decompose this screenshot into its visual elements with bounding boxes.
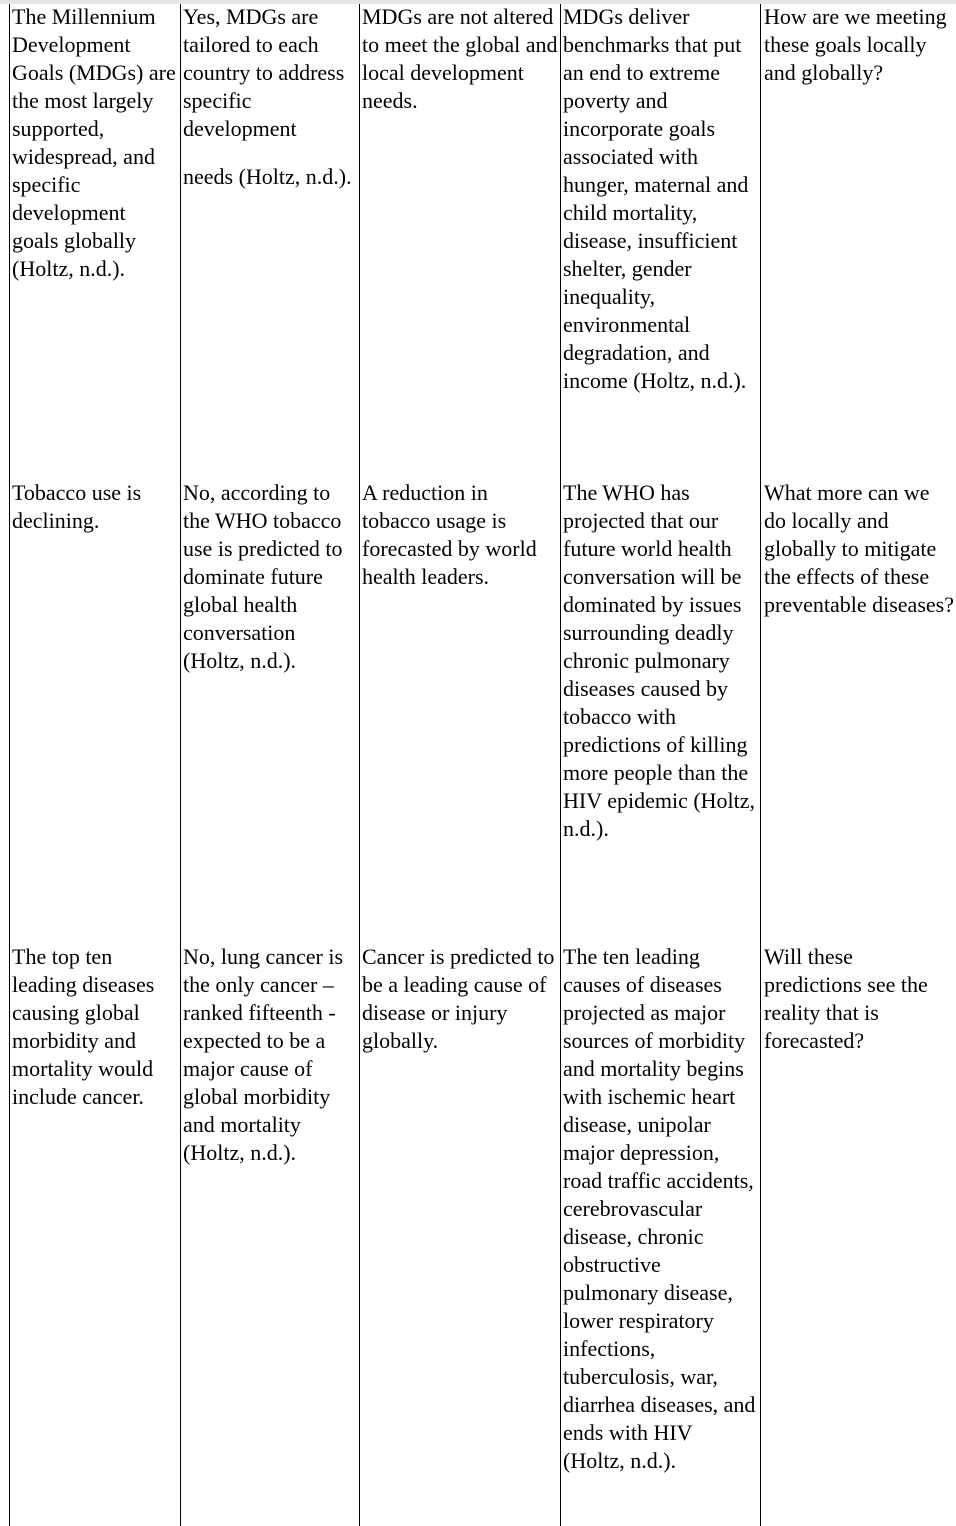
table-border-left [9,4,10,1526]
table-cell-r3-c3 [362,943,558,1055]
table-cell-r3-c4 [563,943,758,1475]
cell-text: The WHO has projected that our future world health conversation will be dominated by issues surrounding deadly chronic pulmonary diseases caused by tobacco with predictions of killing more people than the HIV epidemic (Holtz, n.d.). [563,480,756,841]
table-cell-r2-c2 [183,479,357,675]
cell-text: Cancer is predicted to be a leading cause of disease or injury globally. [362,944,555,1053]
cell-text: Tobacco use is declining. [12,480,142,533]
table-cell-r3-c1 [12,943,177,1111]
table-cell-r1-c1 [12,3,177,283]
table-cell-r1-c4 [563,3,758,395]
cell-text: A reduction in tobacco usage is forecasted by world health leaders. [362,480,537,589]
cell-text: No, lung cancer is the only cancer – ranked fifteenth - expected to be a major cause of global morbidity and mortality (Holtz, n.d.). [183,944,344,1165]
table-cell-r1-c2 [183,3,357,191]
cell-text: The ten leading causes of diseases projected as major sources of morbidity and mortality begins with ischemic heart disease, unipolar major depression, road traffic accidents, cerebrovascular disease, chronic obstructive pulmonary disease, lower respiratory infections, tuberculosis, war, diarrhea diseases, and ends with HIV (Holtz, n.d.). [563,944,756,1473]
table-cell-r1-c3 [362,3,558,115]
cell-text: The top ten leading diseases causing global morbidity and mortality would include cancer. [12,944,155,1109]
column-divider-1 [180,4,181,1526]
cell-text: Yes, MDGs are tailored to each country to address specific development [183,4,345,141]
column-divider-2 [359,4,360,1526]
cell-text: MDGs deliver benchmarks that put an end to extreme poverty and incorporate goals associated with hunger, maternal and child mortality, disease, insufficient shelter, gender inequality, environmental degradation, and income (Holtz, n.d.). [563,4,749,393]
column-divider-4 [760,4,761,1526]
table-cell-r1-c5 [764,3,954,87]
column-divider-3 [560,4,561,1526]
cell-text: How are we meeting these goals locally and globally? [764,4,947,85]
cell-text: What more can we do locally and globally to mitigate the effects of these preventable diseases? [764,480,954,617]
cell-text: MDGs are not altered to meet the global and local development needs. [362,4,558,113]
table-cell-r3-c5 [764,943,954,1055]
cell-text: No, according to the WHO tobacco use is predicted to dominate future global health conversation (Holtz, n.d.). [183,480,343,673]
table-cell-r3-c2 [183,943,357,1167]
table-cell-r2-c1 [12,479,177,535]
cell-text: Will these predictions see the reality that is forecasted? [764,944,928,1053]
cell-text: needs (Holtz, n.d.). [183,164,352,189]
table-cell-r2-c5 [764,479,954,619]
table-cell-r2-c4 [563,479,758,843]
cell-text: The Millennium Development Goals (MDGs) are the most largely supported, widespread, and specific development goals globally (Holtz, n.d.). [12,4,176,281]
table-cell-r2-c3 [362,479,558,591]
